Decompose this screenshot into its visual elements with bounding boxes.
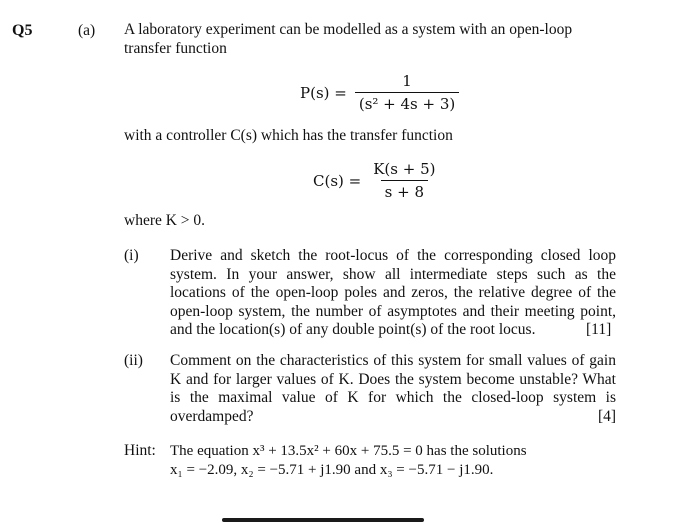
subpart-ii-text	[170, 352, 616, 426]
controller-lhs: C(s) =	[313, 171, 362, 190]
subpart-ii-body: Comment on the characteristics of this system for small values of gain K and for larger values of K. Does the system become unstable? What is the maximal value of K for which the closed-loop system is overdamped?	[170, 352, 616, 425]
subpart-i-marks: [11]	[586, 321, 612, 338]
intro-text	[124, 21, 616, 58]
controller-fraction	[369, 160, 439, 201]
hint-label: Hint:	[124, 442, 156, 459]
subpart-i-text	[170, 247, 616, 340]
subpart-ii-label: (ii)	[124, 352, 143, 369]
plant-lhs: P(s) =	[300, 83, 347, 102]
subpart-i-body: Derive and sketch the root-locus of the corresponding closed loop system. In your answer, show all intermediate steps such as the locations of the open-loop poles and zeros, the relative degree of the open-loop system, the number of asymptotes and their meeting point, and the location(s) of any double point(s) of the root locus.	[170, 247, 616, 338]
controller-transfer-function	[313, 160, 439, 201]
plant-numerator: 1	[402, 72, 412, 90]
controller-text: with a controller C(s) which has the transfer function	[124, 127, 453, 144]
hint-line-1: The equation x³ + 13.5x² + 60x + 75.5 = 0 has the solutions	[170, 443, 527, 459]
plant-fraction	[355, 72, 459, 113]
condition-text: where K > 0.	[124, 212, 206, 229]
controller-numerator: K(s + 5)	[373, 160, 436, 178]
part-label: (a)	[78, 22, 96, 39]
subpart-i-label: (i)	[124, 247, 139, 264]
plant-denominator: (s² + 4s + 3)	[355, 92, 459, 113]
home-indicator-bar	[222, 518, 424, 522]
hint-line-2: x₁ = −2.09, x₂ = −5.71 + j1.90 and x₃ = −5.71 − j1.90.	[170, 462, 494, 478]
intro-sentence: A laboratory experiment can be modelled as a system with an open-loop transfer function	[124, 21, 573, 57]
subpart-ii-marks: [4]	[598, 408, 617, 425]
controller-denominator: s + 8	[381, 180, 428, 201]
plant-transfer-function	[300, 72, 459, 113]
question-number: Q5	[12, 22, 33, 39]
